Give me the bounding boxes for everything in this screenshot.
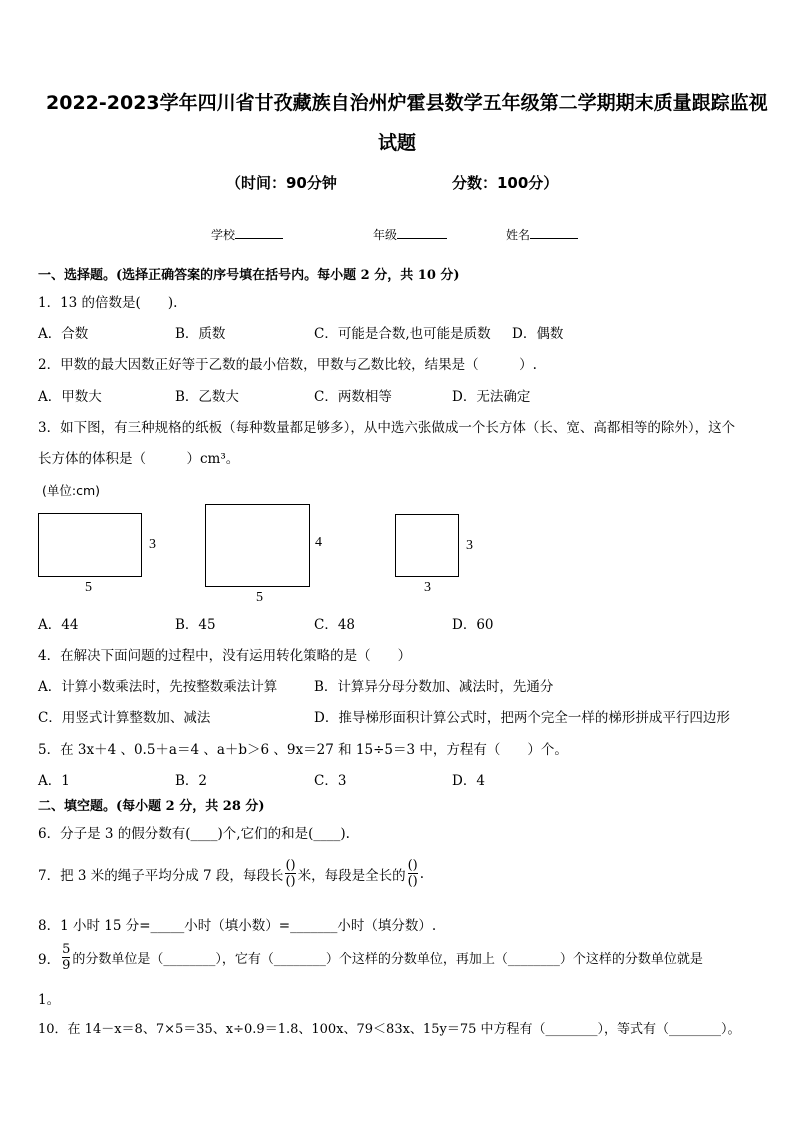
q4-option-c[interactable]: C．用竖式计算整数加、减法 [38, 710, 211, 726]
q7-frac1-den: () [285, 874, 296, 889]
q3-option-b[interactable]: B．45 [175, 617, 216, 633]
q8[interactable]: 8．1 小时 15 分=_____小时（填小数）=_______小时（填分数）. [38, 918, 437, 934]
q3-rect2-height: 4 [315, 535, 322, 550]
q10[interactable]: 10．在 14－x＝8、7×5＝35、x÷0.9＝1.8、100x、79＜83x、15y＝75 中方程有（________），等式有（________）。 [38, 1022, 741, 1037]
q7-frac2-den: () [407, 874, 418, 889]
q7[interactable] [38, 858, 424, 889]
q5-option-a[interactable]: A．1 [38, 773, 70, 789]
q9-continuation: 1。 [38, 992, 61, 1008]
q4-option-b[interactable]: B．计算异分母分数加、减法时，先通分 [314, 679, 554, 695]
q7-fraction-2[interactable] [408, 858, 418, 889]
q3-option-c[interactable]: C．48 [314, 617, 356, 633]
q2-stem: 2．甲数的最大因数正好等于乙数的最小倍数，甲数与乙数比较，结果是（ ）. [38, 357, 537, 373]
q7-text-c: . [419, 865, 425, 882]
q3-option-a[interactable]: A．44 [38, 617, 79, 633]
name-label: 姓名 [506, 228, 531, 242]
q7-fraction-1[interactable] [285, 858, 295, 889]
name-field[interactable] [506, 224, 578, 243]
q2-option-d[interactable]: D．无法确定 [452, 389, 531, 405]
q4-stem: 4．在解决下面问题的过程中，没有运用转化策略的是（ ） [38, 648, 412, 664]
section1-heading: 一、选择题。(选择正确答案的序号填在括号内。每小题 2 分，共 10 分) [38, 268, 460, 283]
q4-option-a[interactable]: A．计算小数乘法时，先按整数乘法计算 [38, 679, 278, 695]
q3-rect1-height: 3 [149, 537, 156, 552]
q3-rect-3x3 [395, 514, 459, 577]
q5-option-b[interactable]: B．2 [175, 773, 208, 789]
q3-rect3-width: 3 [424, 580, 431, 595]
q3-unit-label: (单位:cm) [42, 483, 101, 498]
page-title: 2022-2023学年四川省甘孜藏族自治州炉霍县数学五年级第二学期期末质量跟踪监视 [46, 92, 768, 114]
grade-field[interactable] [373, 224, 447, 243]
school-label: 学校 [211, 228, 236, 242]
q3-stem-line2: 长方体的体积是（ ）cm³。 [38, 451, 240, 467]
q2-option-b[interactable]: B．乙数大 [175, 389, 239, 405]
q7-text-a: 7．把 3 米的绳子平均分成 7 段，每段长 [38, 867, 284, 884]
q4-option-d[interactable]: D．推导梯形面积计算公式时，把两个完全一样的梯形拼成平行四边形 [314, 710, 730, 726]
q1-stem: 1．13 的倍数是( ). [38, 295, 178, 311]
q7-frac1-num: () [285, 858, 296, 873]
q1-option-c[interactable]: C．可能是合数,也可能是质数 [314, 326, 491, 342]
q2-option-a[interactable]: A．甲数大 [38, 389, 102, 405]
q9-frac-num: 5 [62, 942, 71, 957]
school-field[interactable] [211, 224, 283, 243]
q3-rect2-width: 5 [256, 590, 263, 605]
q3-option-d[interactable]: D．60 [452, 617, 494, 633]
q6[interactable]: 6．分子是 3 的假分数有(____)个,它们的和是(____). [38, 826, 350, 842]
q1-option-b[interactable]: B．质数 [175, 326, 226, 342]
q5-stem: 5．在 3x＋4 、0.5＋a＝4 、a＋b＞6 、9x＝27 和 15÷5＝3 中，方程有（ ）个。 [38, 742, 568, 758]
exam-score: 分数：100分） [452, 174, 559, 192]
q1-option-d[interactable]: D．偶数 [512, 326, 564, 342]
q5-option-c[interactable]: C．3 [314, 773, 347, 789]
exam-time: （时间：90分钟 [226, 174, 337, 192]
q7-text-b: 米，每段是全长的 [297, 867, 406, 884]
grade-label: 年级 [373, 228, 398, 242]
q3-rect1-width: 5 [85, 580, 92, 595]
q5-option-d[interactable]: D．4 [452, 773, 485, 789]
section2-heading: 二、填空题。(每小题 2 分，共 28 分) [38, 799, 265, 814]
q1-option-a[interactable]: A．合数 [38, 326, 89, 342]
q2-option-c[interactable]: C．两数相等 [314, 389, 392, 405]
q9-number: 9． [38, 951, 61, 968]
page-title-line2: 试题 [378, 132, 417, 154]
q9-frac-den: 9 [62, 958, 71, 973]
q7-frac2-num: () [407, 858, 418, 873]
q3-rect-5x3 [38, 513, 142, 577]
q9-text: 的分数单位是（________），它有（________）个这样的分数单位，再加上（________）个这样的分数单位就是 [72, 952, 703, 967]
q3-rect-5x4 [205, 504, 310, 587]
q3-rect3-height: 3 [466, 538, 473, 553]
q9-fraction [62, 942, 70, 973]
q9[interactable] [38, 942, 703, 973]
q3-stem-line1: 3．如下图，有三种规格的纸板（每种数量都足够多），从中选六张做成一个长方体（长、宽、高都相等的除外），这个 [38, 420, 736, 436]
